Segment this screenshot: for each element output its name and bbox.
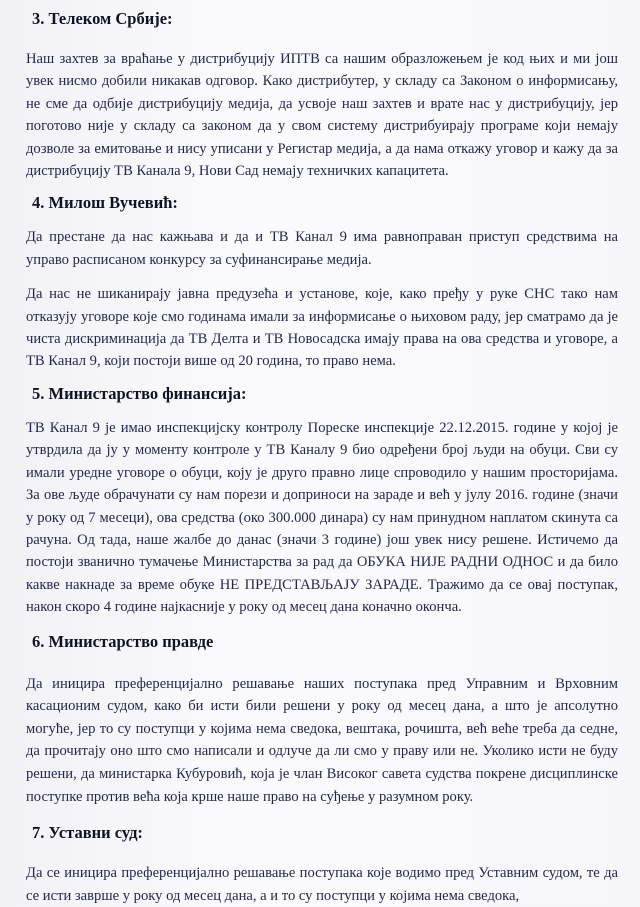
section-paragraph-vucevic-1: Да престане да нас кажњава и да и ТВ Канал 9 има равноправан приступ средствима на управо расписаном конкурсу за суфинансирање медија.: [26, 229, 618, 268]
section-paragraph-finance-ministry: ТВ Канал 9 је имао инспекцијску контролу Пореске инспекције 22.12.2015. године у којој је утврдила да ју у моменту контроле у ТВ Каналу 9 био одређени број људи на обуци. Сви су имали уредне уговоре о обуци, коју је друго правно лице спроводило у нашим просторијама. За ове људе обрачунати су нам порези и доприноси на зараде и већ у јулу 2016. године (значи у року од 7 месеци), ова средства (око 300.000 динара) су нам принудном наплатом скинута са рачуна. Од тада, наше жалбе до данас (значи 3 године) још увек нису решене. Истичемо да постоји званично тумачење Министарства за рад да ОБУКА НИЈЕ РАДНИ ОДНОС и да било какве накнаде за време обуке НЕ ПРЕДСТАВЉАЈУ ЗАРАДЕ. Тражимо да се овај поступак, након скоро 4 године најкасније у року од месец дана коначно оконча.: [26, 419, 618, 616]
section-heading-justice-ministry: 6. Министарство правде: [32, 631, 214, 651]
section-paragraph-telekom: Наш захтев за враћање у дистрибуцију ИПТВ са нашим образложењем је код њих и ми још увек нисмо добили никакав одговор. Како дистрибутер, у складу са Законом о информисању, не сме да одбије дистрибуцију медија, да усвоје наш захтев и врате нас у дистрибуцију, јер поготово није у складу са законом да у свом систему дистрибуирају програме који немају дозволе за емитовање и нису уписани у Регистар медија, а да нама откажу уговор и кажу да за дистрибуцију ТВ Канала 9, Нови Сад немају техничких капацитета.: [26, 51, 618, 180]
section-paragraph-justice-ministry: Да иницира преференцијално решавање наших поступака пред Управним и Врховним касационим судом, како би исти били решени у року од месец дана, а што је апсолутно могуће, јер то су поступци у којима нема сведока, вештака, рочишта, већ веће треба да седне, да прочитају оно што смо написали и одлуче да ли смо у праву или не. Уколико исти не буду решени, да министарка Кубуровић, која је члан Високог савета судства покрене дисциплинске поступке против већа која крше наше право на суђење у разумном року.: [26, 675, 618, 805]
section-heading-telekom: 3. Телеком Србије:: [32, 9, 173, 28]
section-heading-constitutional-court: 7. Уставни суд:: [32, 823, 143, 843]
section-paragraph-constitutional-court: Да се иницира преференцијално решавање поступака које водимо пред Уставним судом, те да се исти заврше у року од месец дана, а и то су поступци у којима нема сведока,: [26, 865, 618, 904]
section-heading-finance-ministry: 5. Министарство финансија:: [32, 383, 247, 403]
section-paragraph-vucevic-2: Да нас не шиканирају јавна предузећа и установе, које, како пређу у руке СНС тако нам отказују уговоре које смо годинама имали за информисање о њиховом раду, јер сматрамо да је чиста дискриминација да ТВ Делта и ТВ Новосадска имају права на ова средства и уговоре, а ТВ Канал 9, који постоји више од 20 година, то право нема.: [26, 286, 618, 370]
section-heading-vucevic: 4. Милош Вучевић:: [32, 193, 178, 213]
